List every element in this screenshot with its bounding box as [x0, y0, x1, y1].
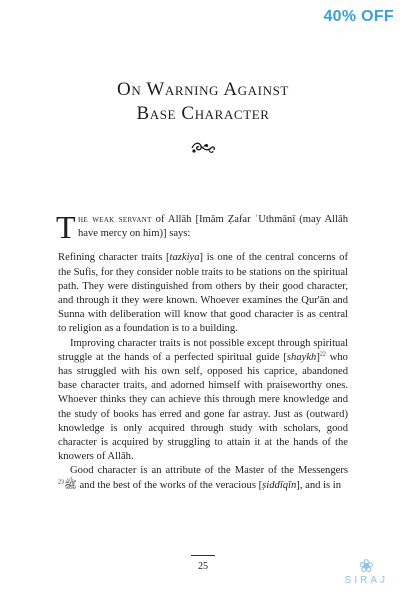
siraj-logo-icon: ❀ — [358, 556, 374, 576]
page-number-rule — [191, 555, 215, 556]
watermark-label: SIRAJ — [344, 575, 388, 586]
drop-cap: T — [56, 209, 76, 245]
honorific-glyph: ﷺ — [64, 479, 77, 491]
p2-text-a: Improving character traits is not possible except through spiritual struggle at the hands of a perfected spiritual guide [ — [58, 337, 348, 363]
page-number: 25 — [198, 561, 208, 572]
discount-badge: 40% OFF — [323, 8, 394, 25]
opening-rest: of Allāh [Imām Ẓafar ʿUthmānī (may Allāh have mercy on him)] says: — [78, 214, 349, 240]
footnote-marker: 23 — [58, 479, 64, 486]
footnote-marker: 22 — [319, 351, 326, 358]
p2-text-b: who has struggled with his own self, opposed his caprice, abandoned base character traits, and adorned himself with praiseworthy ones. Whoever thinks they can achieve this through mere knowledge and the study of books has erred and gone far astray. Just as (outward) knowledge is only acquired through study with scholars, good character is acquired by struggling to attain it at the hands of the knowers of Allāh. — [58, 351, 348, 463]
opening-paragraph — [56, 209, 349, 245]
p1-text-a: Refining character traits [ — [58, 252, 170, 264]
chapter-title — [58, 78, 348, 126]
paragraph-1 — [58, 251, 348, 336]
p2-italic-term: shaykh — [286, 351, 317, 363]
chapter-title-line-1: On Warning Against — [117, 79, 289, 100]
p1-text-b: ] is one of the central concerns of the Sufis, for they consider noble traits to be stations on the spiritual path. They were distinguished from others by their good character, and through it they were known. Whoever examines the Qur'ān and Sunna with deliberation will know that good character is as central to religion as a foundation is to a building. — [58, 252, 348, 335]
p3-text-c: ], and is in — [296, 479, 342, 491]
p3-italic-term: ṣiddīqīn — [262, 479, 297, 491]
paragraph-2: Improving character traits is not possible except through spiritual struggle at the hands of a perfected spiritual guide [shaykh]$^{22}$ who has struggled with his own self, opposed his caprice, abandoned base character traits, and adorned himself with praiseworthy ones. Whoever thinks they can achieve this through mere knowledge and the study of books has erred and gone far astray. Just as (outward) knowledge is only acquired through study with scholars, good character is acquired by struggling to attain it at the hands of the knowers of Allāh. — [58, 337, 348, 463]
chapter-title-line-2: Base Character — [136, 103, 270, 124]
paragraph-3 — [58, 464, 348, 492]
opening-smallcaps: he weak servant — [78, 214, 152, 225]
watermark — [345, 557, 388, 586]
floral-ornament-icon — [189, 138, 217, 156]
body-text — [56, 209, 349, 493]
p3-text-b: and the best of the works of the veracious [ — [76, 479, 263, 491]
p1-italic-term: tazkiya — [169, 252, 200, 264]
book-page — [58, 0, 348, 600]
p3-text-a: Good character is an attribute of the Master of the Messengers — [70, 465, 348, 477]
